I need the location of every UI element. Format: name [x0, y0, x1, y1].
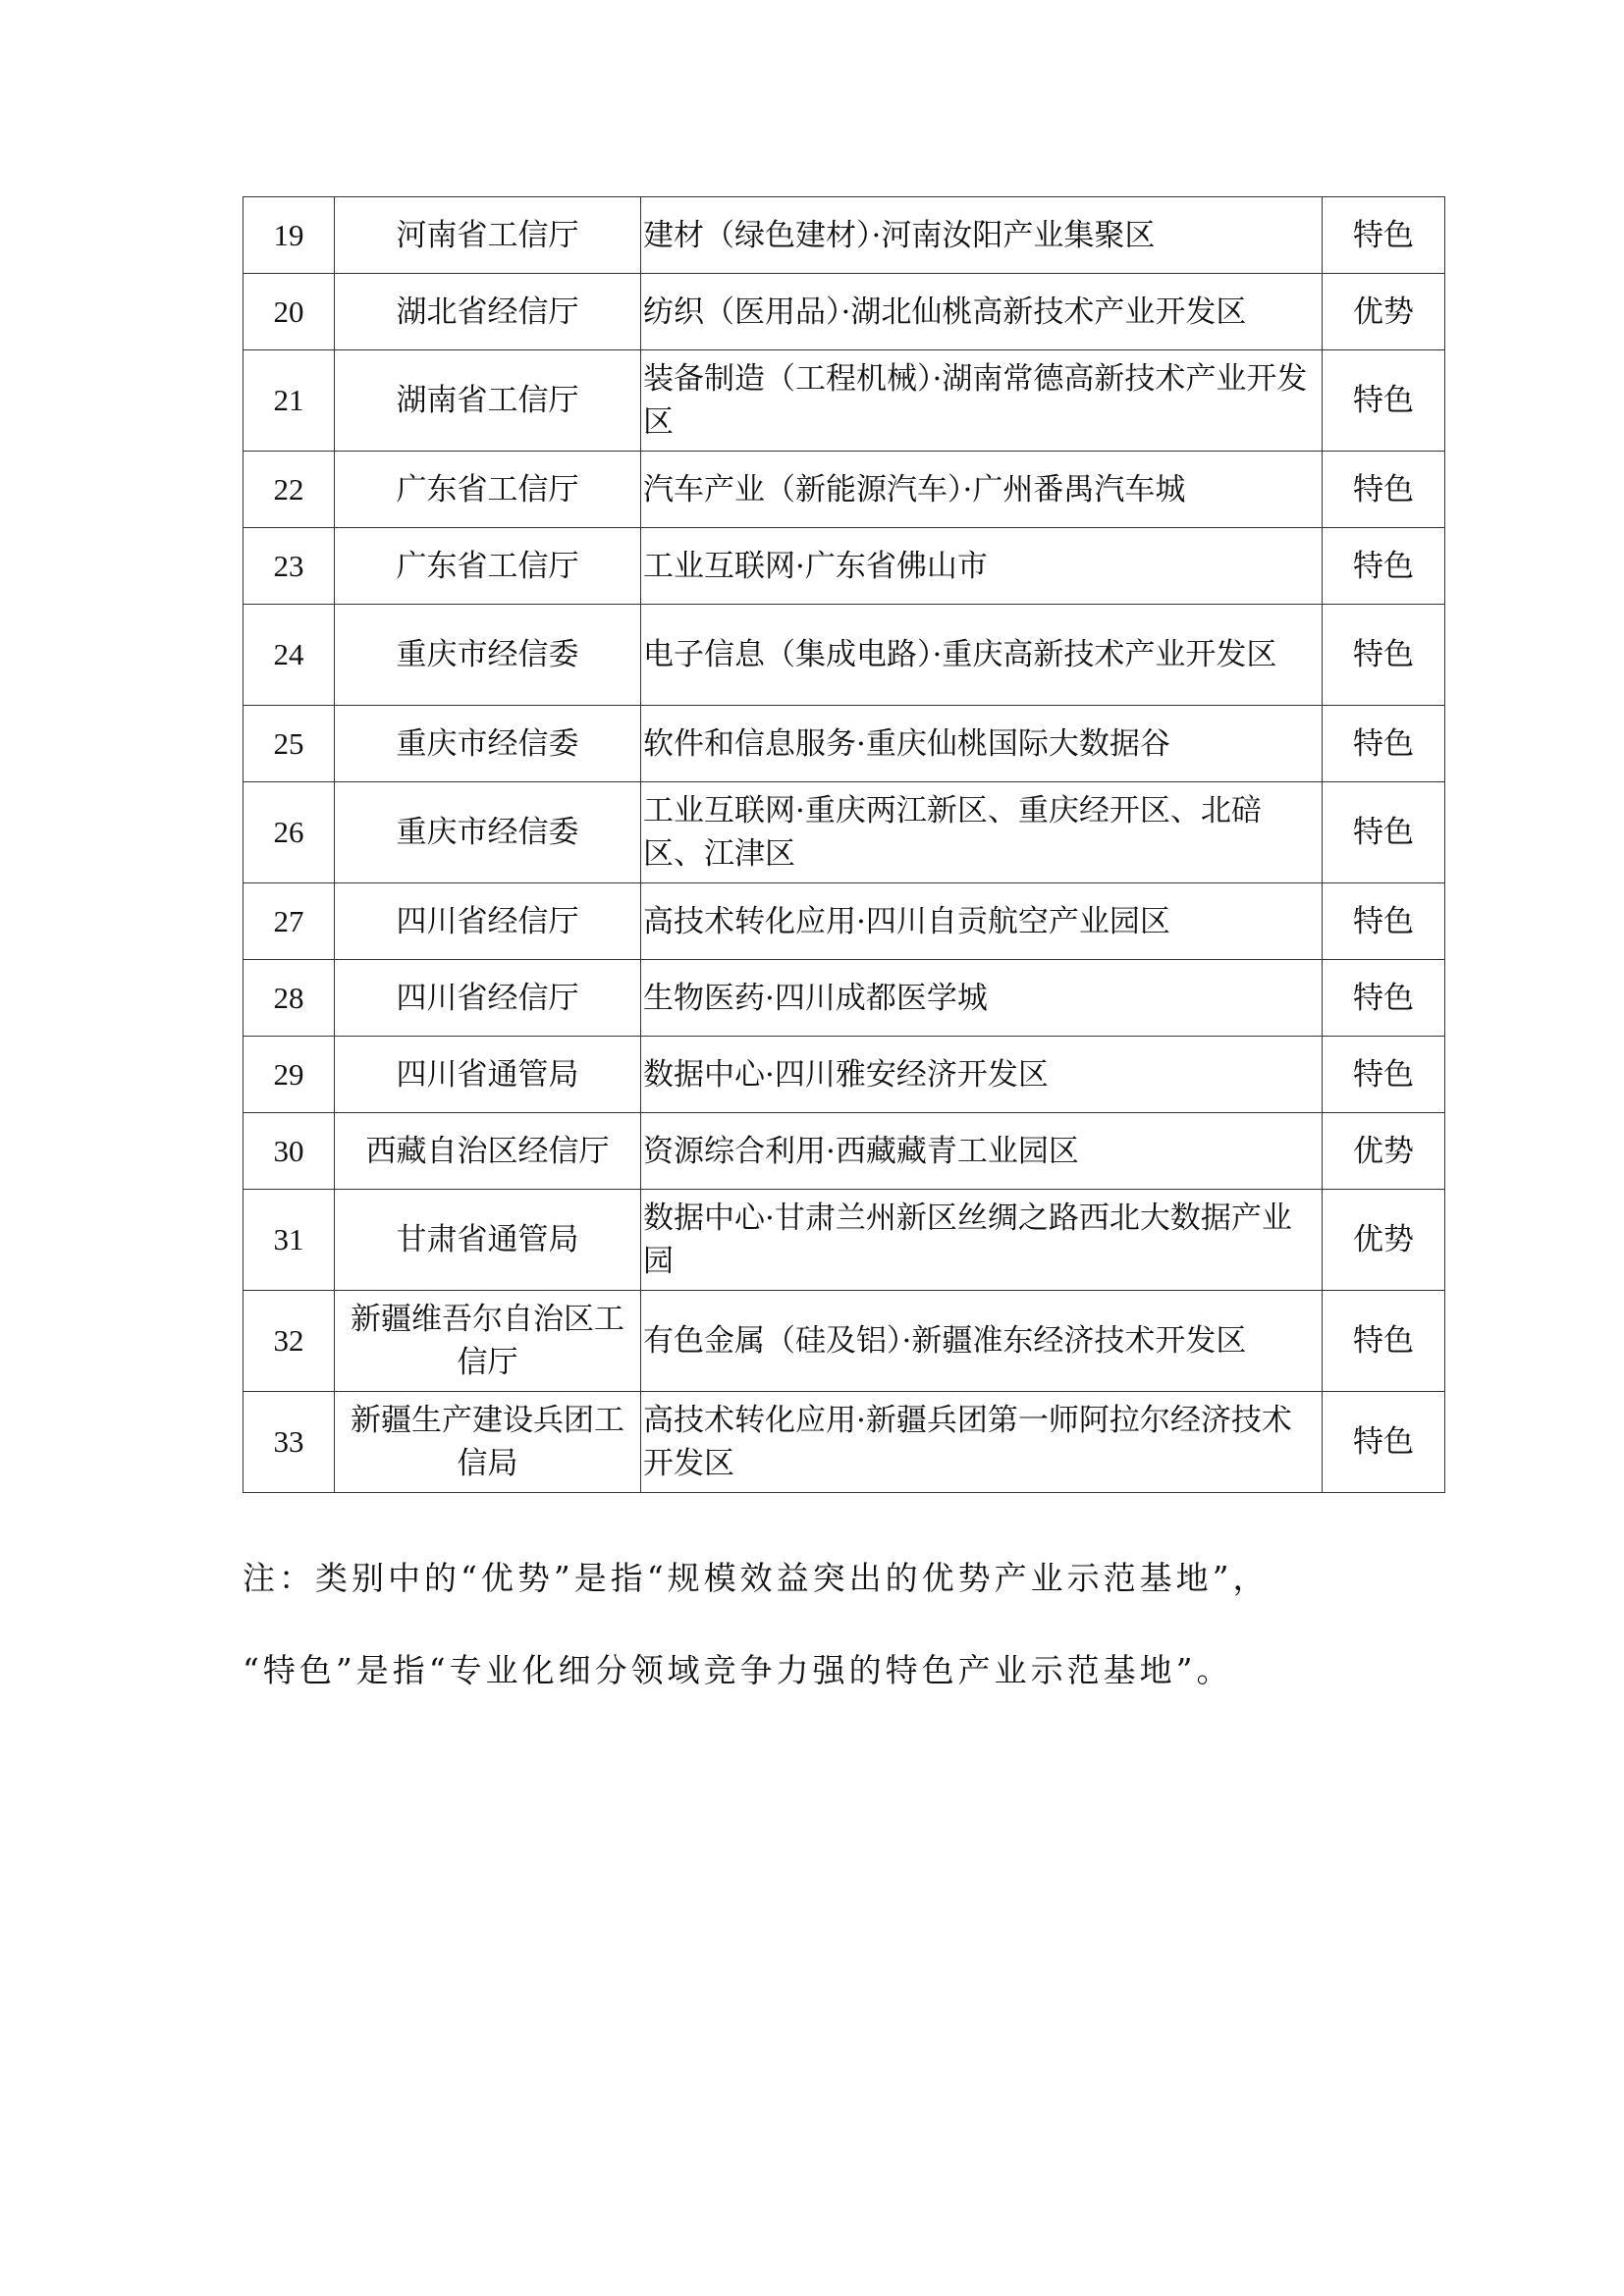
row-number: 28	[244, 960, 335, 1037]
table-row	[244, 452, 1445, 528]
department-cell: 新疆维吾尔自治区工信厅	[335, 1291, 641, 1392]
category-cell: 特色	[1323, 605, 1445, 706]
base-name-cell: 电子信息（集成电路）·重庆高新技术产业开发区	[641, 605, 1323, 706]
department-cell: 河南省工信厅	[335, 197, 641, 274]
base-name-cell: 高技术转化应用·新疆兵团第一师阿拉尔经济技术开发区	[641, 1392, 1323, 1493]
department-cell: 重庆市经信委	[335, 605, 641, 706]
department-cell: 四川省经信厅	[335, 883, 641, 960]
row-number: 31	[244, 1190, 335, 1291]
row-number: 26	[244, 782, 335, 883]
department-cell: 重庆市经信委	[335, 782, 641, 883]
row-number: 24	[244, 605, 335, 706]
base-name-cell: 数据中心·甘肃兰州新区丝绸之路西北大数据产业园	[641, 1190, 1323, 1291]
table-row	[244, 960, 1445, 1037]
row-number: 22	[244, 452, 335, 528]
base-name-cell: 资源综合利用·西藏藏青工业园区	[641, 1113, 1323, 1190]
row-number: 33	[244, 1392, 335, 1493]
department-cell: 新疆生产建设兵团工信局	[335, 1392, 641, 1493]
department-cell: 西藏自治区经信厅	[335, 1113, 641, 1190]
department-cell: 四川省经信厅	[335, 960, 641, 1037]
table-row	[244, 883, 1445, 960]
row-number: 20	[244, 274, 335, 350]
department-cell: 湖南省工信厅	[335, 350, 641, 452]
row-number: 25	[244, 706, 335, 782]
base-name-cell: 纺织（医用品）·湖北仙桃高新技术产业开发区	[641, 274, 1323, 350]
table-row	[244, 197, 1445, 274]
row-number: 19	[244, 197, 335, 274]
row-number: 21	[244, 350, 335, 452]
category-cell: 特色	[1323, 782, 1445, 883]
base-name-cell: 软件和信息服务·重庆仙桃国际大数据谷	[641, 706, 1323, 782]
table-row	[244, 1037, 1445, 1113]
category-cell: 特色	[1323, 452, 1445, 528]
table-row	[244, 1190, 1445, 1291]
table-row	[244, 1113, 1445, 1190]
table-row	[244, 1291, 1445, 1392]
department-cell: 甘肃省通管局	[335, 1190, 641, 1291]
department-cell: 广东省工信厅	[335, 452, 641, 528]
row-number: 32	[244, 1291, 335, 1392]
department-cell: 四川省通管局	[335, 1037, 641, 1113]
category-cell: 特色	[1323, 706, 1445, 782]
table-row	[244, 528, 1445, 605]
category-note-line-1: 注：类别中的“优势”是指“规模效益突出的优势产业示范基地”，	[243, 1559, 1270, 1597]
category-cell: 优势	[1323, 1113, 1445, 1190]
table-row	[244, 274, 1445, 350]
department-cell: 广东省工信厅	[335, 528, 641, 605]
row-number: 30	[244, 1113, 335, 1190]
category-cell: 特色	[1323, 1291, 1445, 1392]
category-note-line-2: “特色”是指“专业化细分领域竞争力强的特色产业示范基地”。	[243, 1651, 1233, 1689]
base-name-cell: 数据中心·四川雅安经济开发区	[641, 1037, 1323, 1113]
table-row	[244, 1392, 1445, 1493]
row-number: 23	[244, 528, 335, 605]
base-name-cell: 工业互联网·广东省佛山市	[641, 528, 1323, 605]
category-cell: 特色	[1323, 350, 1445, 452]
table-row	[244, 605, 1445, 706]
category-cell: 特色	[1323, 528, 1445, 605]
base-name-cell: 装备制造（工程机械）·湖南常德高新技术产业开发区	[641, 350, 1323, 452]
category-cell: 特色	[1323, 960, 1445, 1037]
row-number: 27	[244, 883, 335, 960]
category-cell: 特色	[1323, 883, 1445, 960]
demonstration-base-table	[243, 196, 1445, 1493]
base-name-cell: 建材（绿色建材）·河南汝阳产业集聚区	[641, 197, 1323, 274]
base-name-cell: 高技术转化应用·四川自贡航空产业园区	[641, 883, 1323, 960]
table-row	[244, 782, 1445, 883]
department-cell: 湖北省经信厅	[335, 274, 641, 350]
category-cell: 特色	[1323, 197, 1445, 274]
table-row	[244, 706, 1445, 782]
category-cell: 优势	[1323, 274, 1445, 350]
row-number: 29	[244, 1037, 335, 1113]
base-name-cell: 有色金属（硅及铝）·新疆准东经济技术开发区	[641, 1291, 1323, 1392]
base-name-cell: 生物医药·四川成都医学城	[641, 960, 1323, 1037]
category-cell: 特色	[1323, 1037, 1445, 1113]
department-cell: 重庆市经信委	[335, 706, 641, 782]
table-row	[244, 350, 1445, 452]
category-cell: 特色	[1323, 1392, 1445, 1493]
category-cell: 优势	[1323, 1190, 1445, 1291]
base-name-cell: 汽车产业（新能源汽车）·广州番禺汽车城	[641, 452, 1323, 528]
base-name-cell: 工业互联网·重庆两江新区、重庆经开区、北碚区、江津区	[641, 782, 1323, 883]
